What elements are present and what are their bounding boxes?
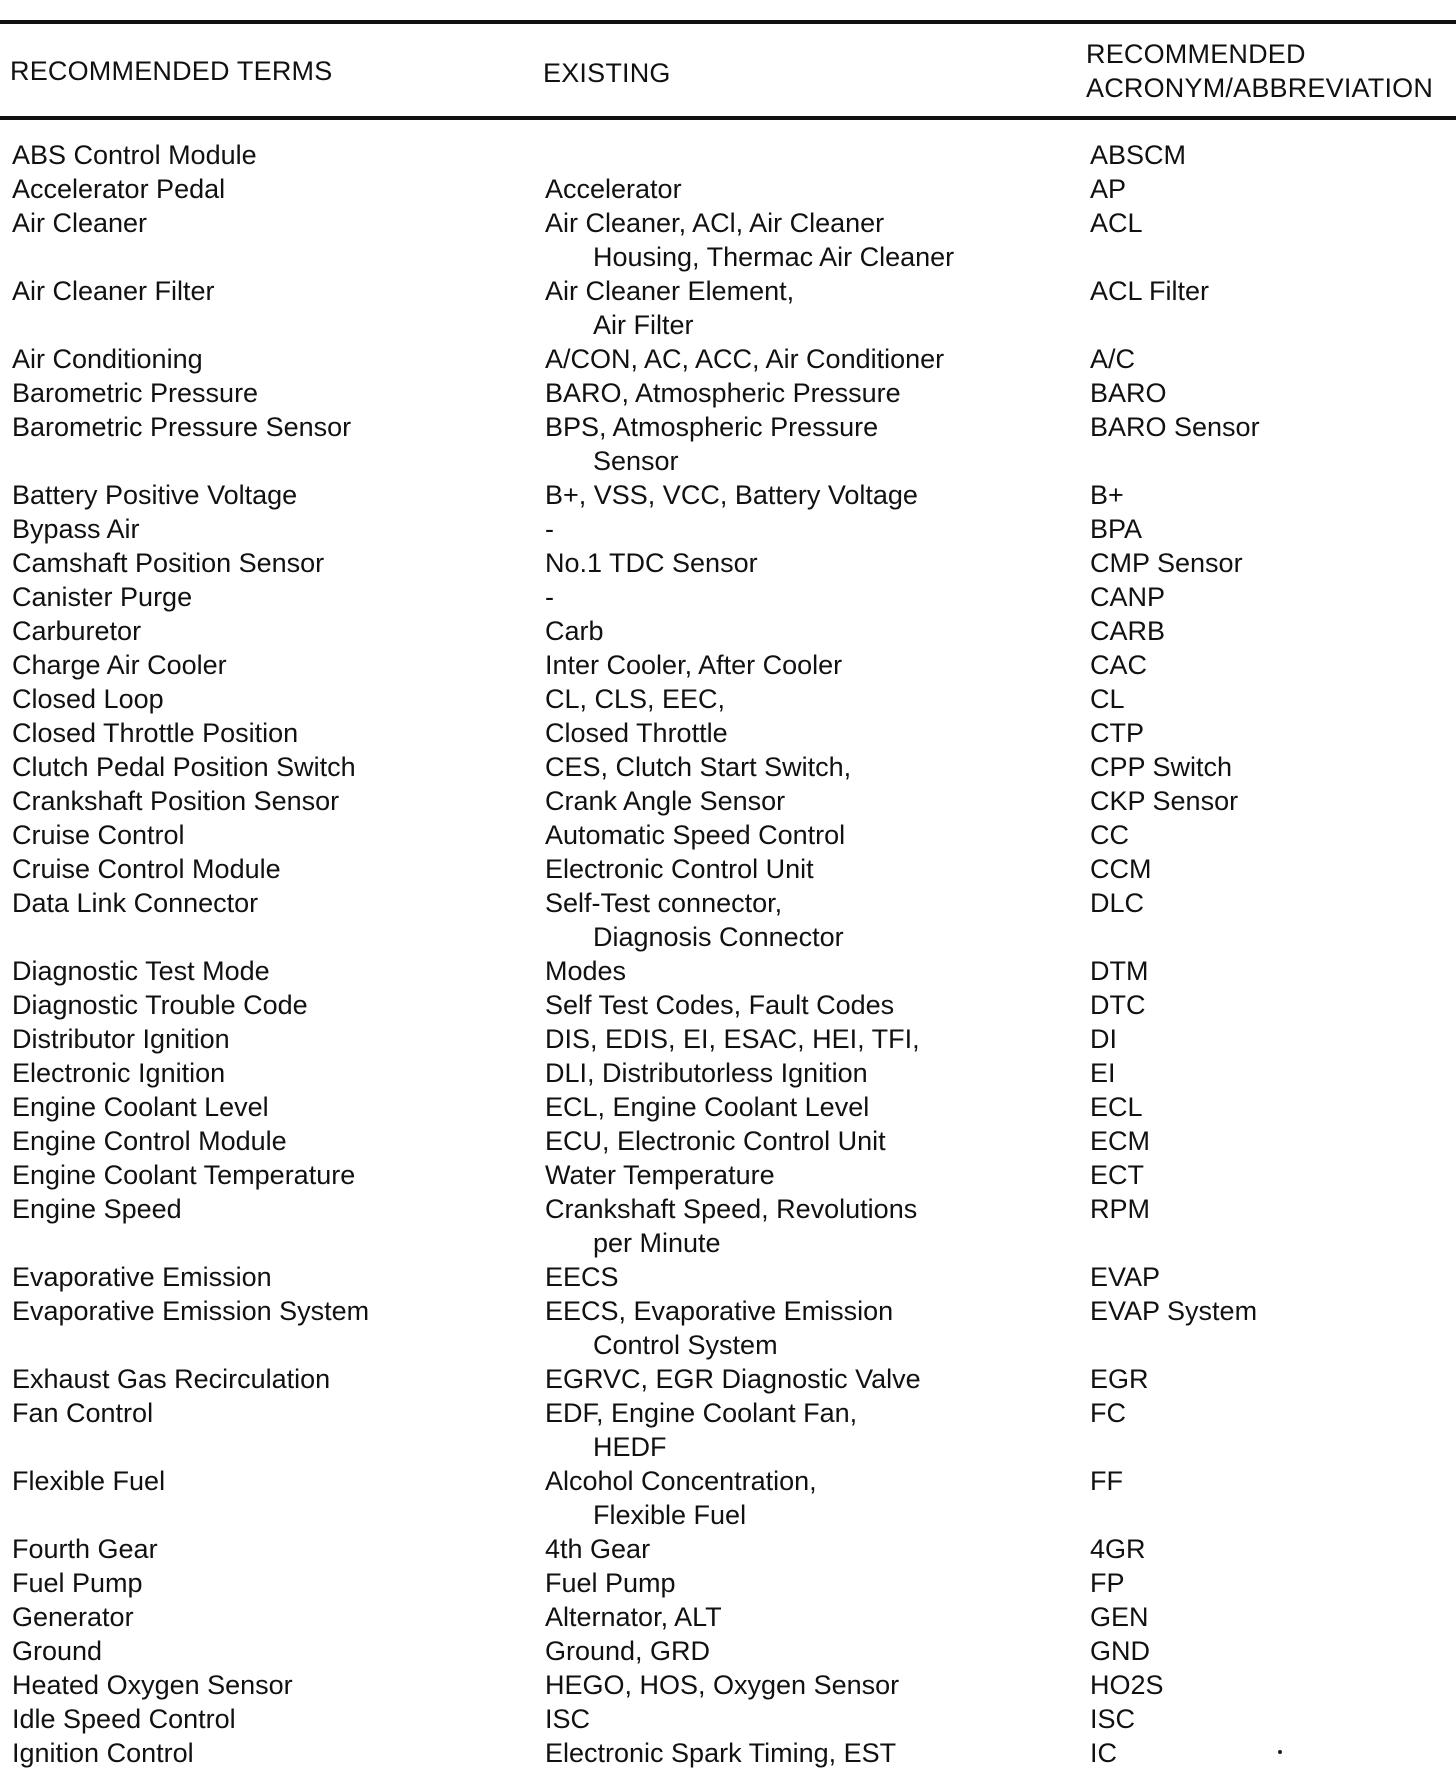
table-row <box>0 1294 1456 1362</box>
recommended-term: Fourth Gear <box>12 1534 158 1564</box>
existing-term-line: Air Cleaner, ACl, Air Cleaner <box>545 208 885 238</box>
recommended-acronym: A/C <box>1090 344 1136 374</box>
table-row <box>0 886 1456 954</box>
existing-term-line: Carb <box>545 616 604 646</box>
recommended-term: Canister Purge <box>12 582 193 612</box>
recommended-term: Fuel Pump <box>12 1568 143 1598</box>
existing-term-line: Automatic Speed Control <box>545 820 846 850</box>
table-row <box>0 1702 1456 1736</box>
existing-term <box>545 206 954 274</box>
recommended-term: Engine Coolant Level <box>12 1092 269 1122</box>
existing-term <box>545 886 844 954</box>
existing-term-line: CES, Clutch Start Switch, <box>545 752 852 782</box>
recommended-term: Data Link Connector <box>12 888 259 918</box>
existing-term-line: HEGO, HOS, Oxygen Sensor <box>545 1670 900 1700</box>
existing-term-continuation: Flexible Fuel <box>593 1500 747 1530</box>
column-header-recommended-terms: RECOMMENDED TERMS <box>10 56 333 86</box>
existing-term-line: - <box>545 514 554 544</box>
existing-term <box>545 1600 722 1634</box>
recommended-term: Crankshaft Position Sensor <box>12 786 340 816</box>
existing-term <box>545 1566 676 1600</box>
header-bottom-rule <box>0 116 1456 120</box>
existing-term <box>545 750 851 784</box>
existing-term <box>545 1090 869 1124</box>
existing-term-continuation: Sensor <box>593 446 679 476</box>
table-row <box>0 1056 1456 1090</box>
recommended-term: Cruise Control Module <box>12 854 281 884</box>
recommended-acronym: ACL Filter <box>1090 276 1210 306</box>
existing-term <box>545 682 725 716</box>
table-row <box>0 1362 1456 1396</box>
recommended-acronym: 4GR <box>1090 1534 1146 1564</box>
recommended-term: Air Cleaner <box>12 208 148 238</box>
recommended-acronym: DI <box>1090 1024 1117 1054</box>
column-header-acronym-line1: RECOMMENDED <box>1086 39 1306 69</box>
existing-term <box>545 410 878 478</box>
existing-term-continuation: Air Filter <box>593 310 694 340</box>
recommended-acronym: CAC <box>1090 650 1148 680</box>
existing-term-line: Crankshaft Speed, Revolutions <box>545 1194 918 1224</box>
existing-term-continuation: Diagnosis Connector <box>593 922 844 952</box>
recommended-term: Ignition Control <box>12 1738 194 1768</box>
recommended-acronym: ISC <box>1090 1704 1136 1734</box>
recommended-acronym: ACL <box>1090 208 1143 238</box>
recommended-term: Exhaust Gas Recirculation <box>12 1364 331 1394</box>
recommended-acronym: CPP Switch <box>1090 752 1233 782</box>
existing-term <box>545 1736 896 1770</box>
recommended-acronym: CTP <box>1090 718 1144 748</box>
recommended-term: Flexible Fuel <box>12 1466 166 1496</box>
recommended-acronym: CANP <box>1090 582 1166 612</box>
table-row <box>0 1396 1456 1464</box>
table-row <box>0 1600 1456 1634</box>
existing-term-line: BARO, Atmospheric Pressure <box>545 378 901 408</box>
recommended-acronym: HO2S <box>1090 1670 1164 1700</box>
existing-term-line: BPS, Atmospheric Pressure <box>545 412 879 442</box>
existing-term <box>545 1464 817 1532</box>
existing-term-line: CL, CLS, EEC, <box>545 684 726 714</box>
recommended-acronym: GEN <box>1090 1602 1149 1632</box>
table-row <box>0 784 1456 818</box>
column-header-acronym <box>1086 37 1433 105</box>
table-row <box>0 1634 1456 1668</box>
recommended-acronym: AP <box>1090 174 1127 204</box>
recommended-acronym: EVAP System <box>1090 1296 1258 1326</box>
recommended-term: ABS Control Module <box>12 140 257 170</box>
existing-term-line: Alternator, ALT <box>545 1602 722 1632</box>
existing-term-line: Inter Cooler, After Cooler <box>545 650 843 680</box>
existing-term <box>545 648 842 682</box>
recommended-term: Bypass Air <box>12 514 140 544</box>
recommended-term: Diagnostic Test Mode <box>12 956 270 986</box>
existing-term <box>545 1702 590 1736</box>
recommended-acronym: BPA <box>1090 514 1143 544</box>
recommended-term: Distributor Ignition <box>12 1024 230 1054</box>
recommended-term: Diagnostic Trouble Code <box>12 990 308 1020</box>
column-header-acronym-line2: ACRONYM/ABBREVIATION <box>1086 73 1434 103</box>
recommended-acronym: CC <box>1090 820 1129 850</box>
table-row <box>0 1736 1456 1770</box>
recommended-term: Ground <box>12 1636 103 1666</box>
existing-term-line: EDF, Engine Coolant Fan, <box>545 1398 858 1428</box>
table-row <box>0 376 1456 410</box>
existing-term-line: No.1 TDC Sensor <box>545 548 758 578</box>
recommended-term: Charge Air Cooler <box>12 650 227 680</box>
scan-speck <box>1278 1750 1282 1754</box>
existing-term-line: Air Cleaner Element, <box>545 276 795 306</box>
recommended-term: Barometric Pressure <box>12 378 259 408</box>
existing-term <box>545 852 814 886</box>
recommended-acronym: RPM <box>1090 1194 1150 1224</box>
table-row <box>0 1668 1456 1702</box>
table-row <box>0 1566 1456 1600</box>
recommended-acronym: EI <box>1090 1058 1116 1088</box>
existing-term-continuation: Housing, Thermac Air Cleaner <box>593 242 955 272</box>
existing-term <box>545 172 682 206</box>
recommended-acronym: GND <box>1090 1636 1150 1666</box>
existing-term-line: Modes <box>545 956 627 986</box>
recommended-term: Evaporative Emission System <box>12 1296 370 1326</box>
table-row <box>0 1090 1456 1124</box>
table-row <box>0 206 1456 274</box>
header-top-rule <box>0 20 1456 24</box>
existing-term <box>545 1396 857 1464</box>
recommended-term: Cruise Control <box>12 820 185 850</box>
recommended-term: Heated Oxygen Sensor <box>12 1670 293 1700</box>
recommended-acronym: FP <box>1090 1568 1125 1598</box>
column-header-existing: EXISTING <box>543 58 671 88</box>
existing-term-line: ISC <box>545 1704 591 1734</box>
existing-term-line: ECL, Engine Coolant Level <box>545 1092 870 1122</box>
recommended-term: Fan Control <box>12 1398 154 1428</box>
existing-term <box>545 1362 921 1396</box>
terms-table <box>0 138 1456 1770</box>
existing-term-line: Ground, GRD <box>545 1636 711 1666</box>
recommended-term: Engine Control Module <box>12 1126 287 1156</box>
recommended-acronym: ABSCM <box>1090 140 1187 170</box>
existing-term-line: EECS, Evaporative Emission <box>545 1296 894 1326</box>
existing-term <box>545 1192 917 1260</box>
recommended-term: Air Conditioning <box>12 344 203 374</box>
recommended-acronym: IC <box>1090 1738 1117 1768</box>
existing-term-line: Electronic Spark Timing, EST <box>545 1738 897 1768</box>
existing-term <box>545 478 918 512</box>
recommended-term: Engine Coolant Temperature <box>12 1160 356 1190</box>
existing-term <box>545 988 894 1022</box>
table-row <box>0 1124 1456 1158</box>
table-row <box>0 988 1456 1022</box>
recommended-term: Camshaft Position Sensor <box>12 548 325 578</box>
recommended-acronym: FC <box>1090 1398 1126 1428</box>
recommended-term: Carburetor <box>12 616 142 646</box>
recommended-term: Idle Speed Control <box>12 1704 236 1734</box>
recommended-term: Evaporative Emission <box>12 1262 272 1292</box>
recommended-acronym: DLC <box>1090 888 1145 918</box>
recommended-term: Closed Loop <box>12 684 164 714</box>
table-row <box>0 1192 1456 1260</box>
existing-term-line: Self-Test connector, <box>545 888 783 918</box>
recommended-term: Air Cleaner Filter <box>12 276 215 306</box>
recommended-acronym: CL <box>1090 684 1125 714</box>
existing-term <box>545 1124 886 1158</box>
existing-term-line: Accelerator <box>545 174 682 204</box>
existing-term-line: Closed Throttle <box>545 718 728 748</box>
existing-term-continuation: Control System <box>593 1330 778 1360</box>
existing-term-line: B+, VSS, VCC, Battery Voltage <box>545 480 918 510</box>
recommended-term: Closed Throttle Position <box>12 718 299 748</box>
recommended-acronym: B+ <box>1090 480 1124 510</box>
table-row <box>0 1022 1456 1056</box>
table-row <box>0 512 1456 546</box>
existing-term <box>545 342 944 376</box>
table-row <box>0 818 1456 852</box>
existing-term <box>545 1056 868 1090</box>
existing-term <box>545 1634 710 1668</box>
recommended-term: Generator <box>12 1602 134 1632</box>
table-row <box>0 410 1456 478</box>
table-row <box>0 852 1456 886</box>
existing-term-line: Fuel Pump <box>545 1568 676 1598</box>
recommended-acronym: EVAP <box>1090 1262 1161 1292</box>
existing-term-line: DIS, EDIS, EI, ESAC, HEI, TFI, <box>545 1024 920 1054</box>
existing-term <box>545 1022 920 1056</box>
table-row <box>0 546 1456 580</box>
table-row <box>0 478 1456 512</box>
existing-term <box>545 376 901 410</box>
existing-term <box>545 614 604 648</box>
existing-term <box>545 954 626 988</box>
existing-term-line: - <box>545 582 554 612</box>
existing-term <box>545 1668 899 1702</box>
recommended-acronym: CARB <box>1090 616 1166 646</box>
existing-term <box>545 1294 893 1362</box>
existing-term <box>545 580 554 614</box>
recommended-acronym: DTM <box>1090 956 1149 986</box>
existing-term-line: EGRVC, EGR Diagnostic Valve <box>545 1364 921 1394</box>
existing-term-line: EECS <box>545 1262 619 1292</box>
recommended-acronym: FF <box>1090 1466 1123 1496</box>
recommended-acronym: ECT <box>1090 1160 1144 1190</box>
table-row <box>0 954 1456 988</box>
table-row <box>0 1158 1456 1192</box>
existing-term <box>545 818 845 852</box>
existing-term <box>545 546 758 580</box>
table-row <box>0 750 1456 784</box>
recommended-term: Engine Speed <box>12 1194 182 1224</box>
existing-term-continuation: per Minute <box>593 1228 721 1258</box>
existing-term <box>545 274 794 342</box>
table-row <box>0 274 1456 342</box>
table-row <box>0 648 1456 682</box>
recommended-term: Clutch Pedal Position Switch <box>12 752 356 782</box>
table-row <box>0 342 1456 376</box>
existing-term <box>545 512 554 546</box>
recommended-term: Electronic Ignition <box>12 1058 226 1088</box>
table-row <box>0 1260 1456 1294</box>
recommended-term: Barometric Pressure Sensor <box>12 412 352 442</box>
table-row <box>0 1532 1456 1566</box>
recommended-acronym: CKP Sensor <box>1090 786 1239 816</box>
table-row <box>0 614 1456 648</box>
table-row <box>0 716 1456 750</box>
recommended-acronym: BARO <box>1090 378 1167 408</box>
existing-term-line: DLI, Distributorless Ignition <box>545 1058 868 1088</box>
recommended-acronym: ECM <box>1090 1126 1150 1156</box>
existing-term-line: 4th Gear <box>545 1534 651 1564</box>
recommended-acronym: CMP Sensor <box>1090 548 1243 578</box>
existing-term-line: Self Test Codes, Fault Codes <box>545 990 895 1020</box>
recommended-term: Accelerator Pedal <box>12 174 226 204</box>
existing-term-continuation: HEDF <box>593 1432 667 1462</box>
existing-term-line: ECU, Electronic Control Unit <box>545 1126 886 1156</box>
existing-term <box>545 716 728 750</box>
recommended-term: Battery Positive Voltage <box>12 480 298 510</box>
existing-term <box>545 1260 619 1294</box>
existing-term <box>545 1158 775 1192</box>
existing-term-line: Water Temperature <box>545 1160 775 1190</box>
table-row <box>0 138 1456 172</box>
existing-term-line: Alcohol Concentration, <box>545 1466 817 1496</box>
existing-term <box>545 1532 650 1566</box>
existing-term <box>545 784 785 818</box>
existing-term-line: Electronic Control Unit <box>545 854 814 884</box>
recommended-acronym: EGR <box>1090 1364 1149 1394</box>
table-row <box>0 172 1456 206</box>
table-row <box>0 1464 1456 1532</box>
existing-term-line: A/CON, AC, ACC, Air Conditioner <box>545 344 945 374</box>
recommended-acronym: ECL <box>1090 1092 1143 1122</box>
recommended-acronym: CCM <box>1090 854 1152 884</box>
recommended-acronym: DTC <box>1090 990 1146 1020</box>
existing-term-line: Crank Angle Sensor <box>545 786 786 816</box>
table-row <box>0 580 1456 614</box>
recommended-acronym: BARO Sensor <box>1090 412 1260 442</box>
table-row <box>0 682 1456 716</box>
